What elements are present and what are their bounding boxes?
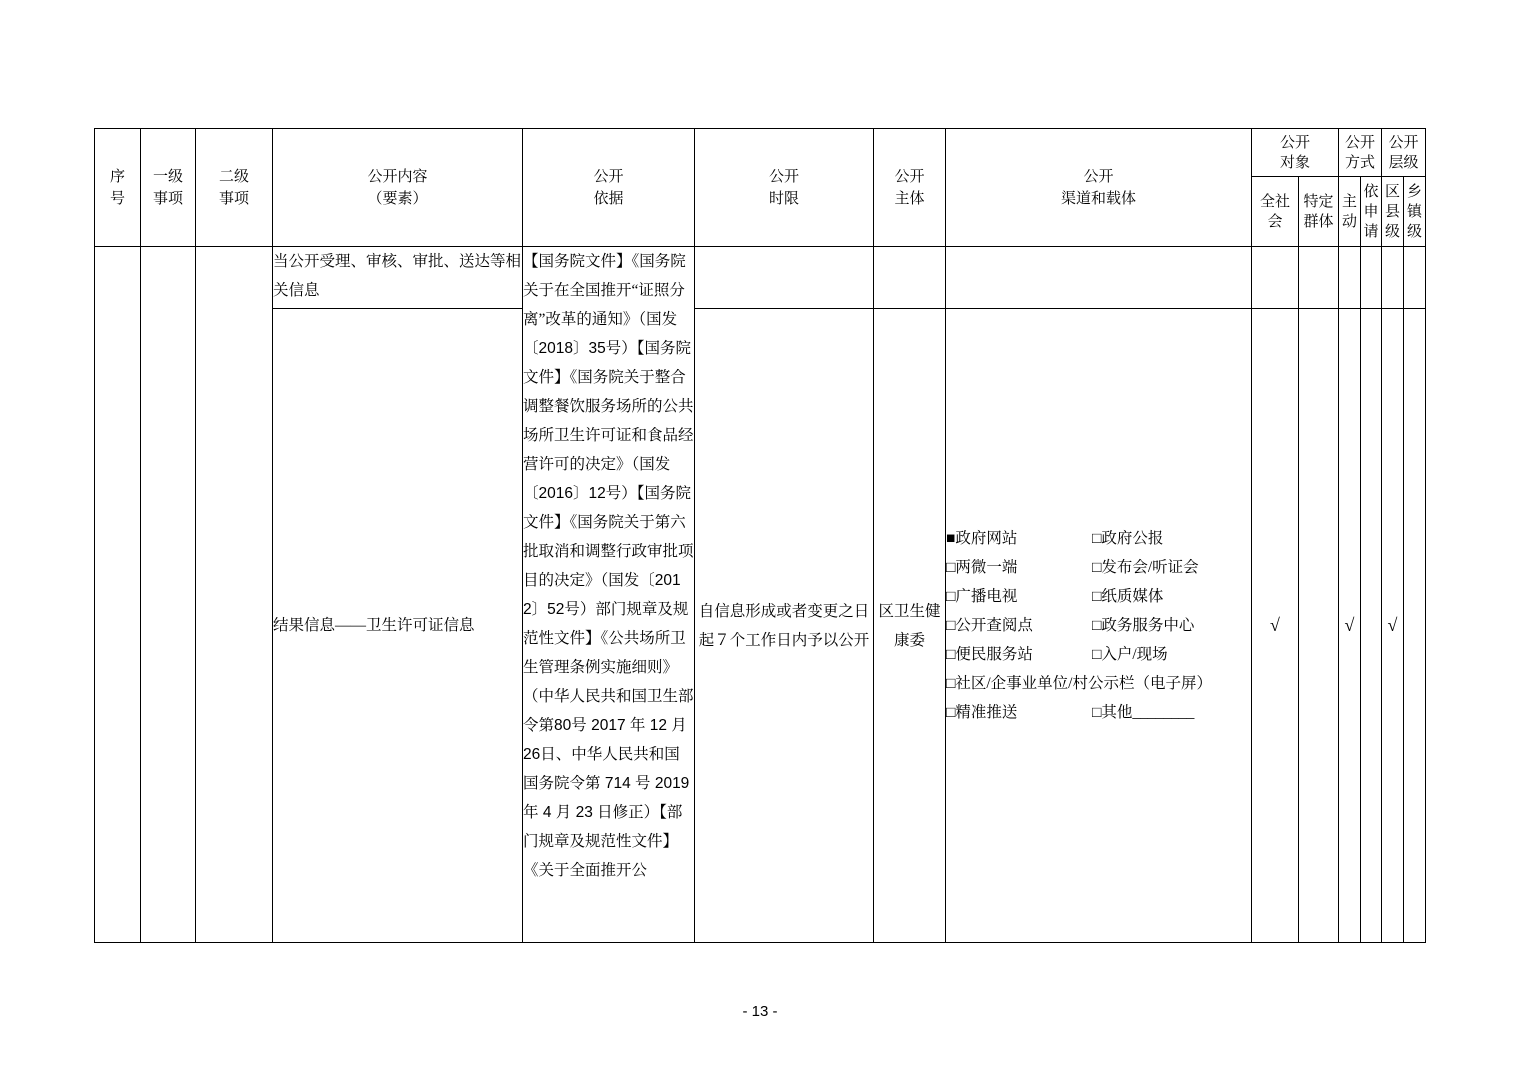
header-target-all: 全社 会 [1252, 177, 1299, 247]
channel-row [946, 640, 1251, 669]
channel-option[interactable]: □入户/现场 [1092, 646, 1168, 663]
header-subject: 公开 主体 [874, 129, 946, 247]
header-seq: 序 号 [95, 129, 141, 247]
channel-row [946, 669, 1251, 698]
cell-level-town [1404, 309, 1426, 943]
header-basis: 公开 依据 [523, 129, 695, 247]
channel-option[interactable]: □纸质媒体 [1092, 588, 1164, 605]
header-mode: 公开 方式 [1339, 129, 1382, 177]
cell-target-specific [1299, 309, 1339, 943]
header-channels: 公开 渠道和载体 [946, 129, 1252, 247]
header-target: 公开 对象 [1252, 129, 1339, 177]
table-row-content: 结果信息——卫生许可证信息 [273, 309, 523, 943]
table-row-content: 当公开受理、审核、审批、送达等相关信息 [273, 247, 523, 309]
header-level-district: 区 县 级 [1382, 177, 1404, 247]
channel-row [946, 582, 1251, 611]
channel-option[interactable]: □精准推送 [946, 704, 1018, 721]
cell-deadline-0 [695, 247, 874, 309]
check-target-all: √ [1252, 309, 1299, 943]
channel-option[interactable]: □两微一端 [946, 559, 1018, 576]
cell-subject: 区卫生健康委 [874, 309, 946, 943]
cell-mode-request-0 [1361, 247, 1382, 309]
header-level2: 二级 事项 [196, 129, 273, 247]
cell-level2 [196, 247, 273, 943]
channel-option[interactable]: □便民服务站 [946, 646, 1033, 663]
channel-option[interactable]: □广播电视 [946, 588, 1018, 605]
cell-deadline: 自信息形成或者变更之日起７个工作日内予以公开 [695, 309, 874, 943]
channel-option[interactable]: □其他________ [1092, 704, 1195, 721]
header-deadline: 公开 时限 [695, 129, 874, 247]
channel-row [946, 524, 1251, 553]
header-content: 公开内容 （要素） [273, 129, 523, 247]
channel-row [946, 553, 1251, 582]
check-mode-active: √ [1339, 309, 1361, 943]
cell-target-specific-0 [1299, 247, 1339, 309]
cell-subject-0 [874, 247, 946, 309]
disclosure-table [94, 128, 1426, 943]
channel-option[interactable]: □政务服务中心 [1092, 617, 1195, 634]
basis-cell: 【国务院文件】《国务院关于在全国推开“证照分离”改革的通知》（国发〔2018〕35号）【国务院文件】《国务院关于整合调整餐饮服务场所的公共场所卫生许可证和食品经营许可的决定》（国发〔2016〕12号）【国务院文件】《国务院关于第六批取消和调整行政审批项目的决定》（国发〔2012〕52号）部门规章及规范性文件】《公共场所卫生管理条例实施细则》（中华人民共和国卫生部令第80号 2017 年 12 月26日、中华人民共和国国务院令第 714 号 2019 年 4 月 23 日修正）【部门规章及规范性文件】《关于全面推开公 [523, 247, 695, 943]
channel-row [946, 611, 1251, 640]
header-level-town: 乡 镇 级 [1404, 177, 1426, 247]
cell-channels [946, 309, 1252, 943]
channel-row [946, 698, 1251, 727]
channel-option[interactable]: ■政府网站 [946, 530, 1018, 547]
channel-option[interactable]: □社区/企事业单位/村公示栏（电子屏） [946, 675, 1212, 692]
page-number: - 13 - [742, 1003, 778, 1020]
header-level1: 一级 事项 [141, 129, 196, 247]
header-target-specific: 特定 群体 [1299, 177, 1339, 247]
cell-level-town-0 [1404, 247, 1426, 309]
cell-mode-request [1361, 309, 1382, 943]
check-level-district: √ [1382, 309, 1404, 943]
cell-level1 [141, 247, 196, 943]
header-mode-request: 依 申 请 [1361, 177, 1382, 247]
cell-channels-0 [946, 247, 1252, 309]
cell-seq [95, 247, 141, 943]
channel-option[interactable]: □公开查阅点 [946, 617, 1033, 634]
header-mode-active: 主 动 [1339, 177, 1361, 247]
cell-level-district-0 [1382, 247, 1404, 309]
channel-option[interactable]: □发布会/听证会 [1092, 559, 1199, 576]
header-level: 公开 层级 [1382, 129, 1426, 177]
cell-mode-active-0 [1339, 247, 1361, 309]
channel-option[interactable]: □政府公报 [1092, 530, 1164, 547]
cell-target-all-0 [1252, 247, 1299, 309]
